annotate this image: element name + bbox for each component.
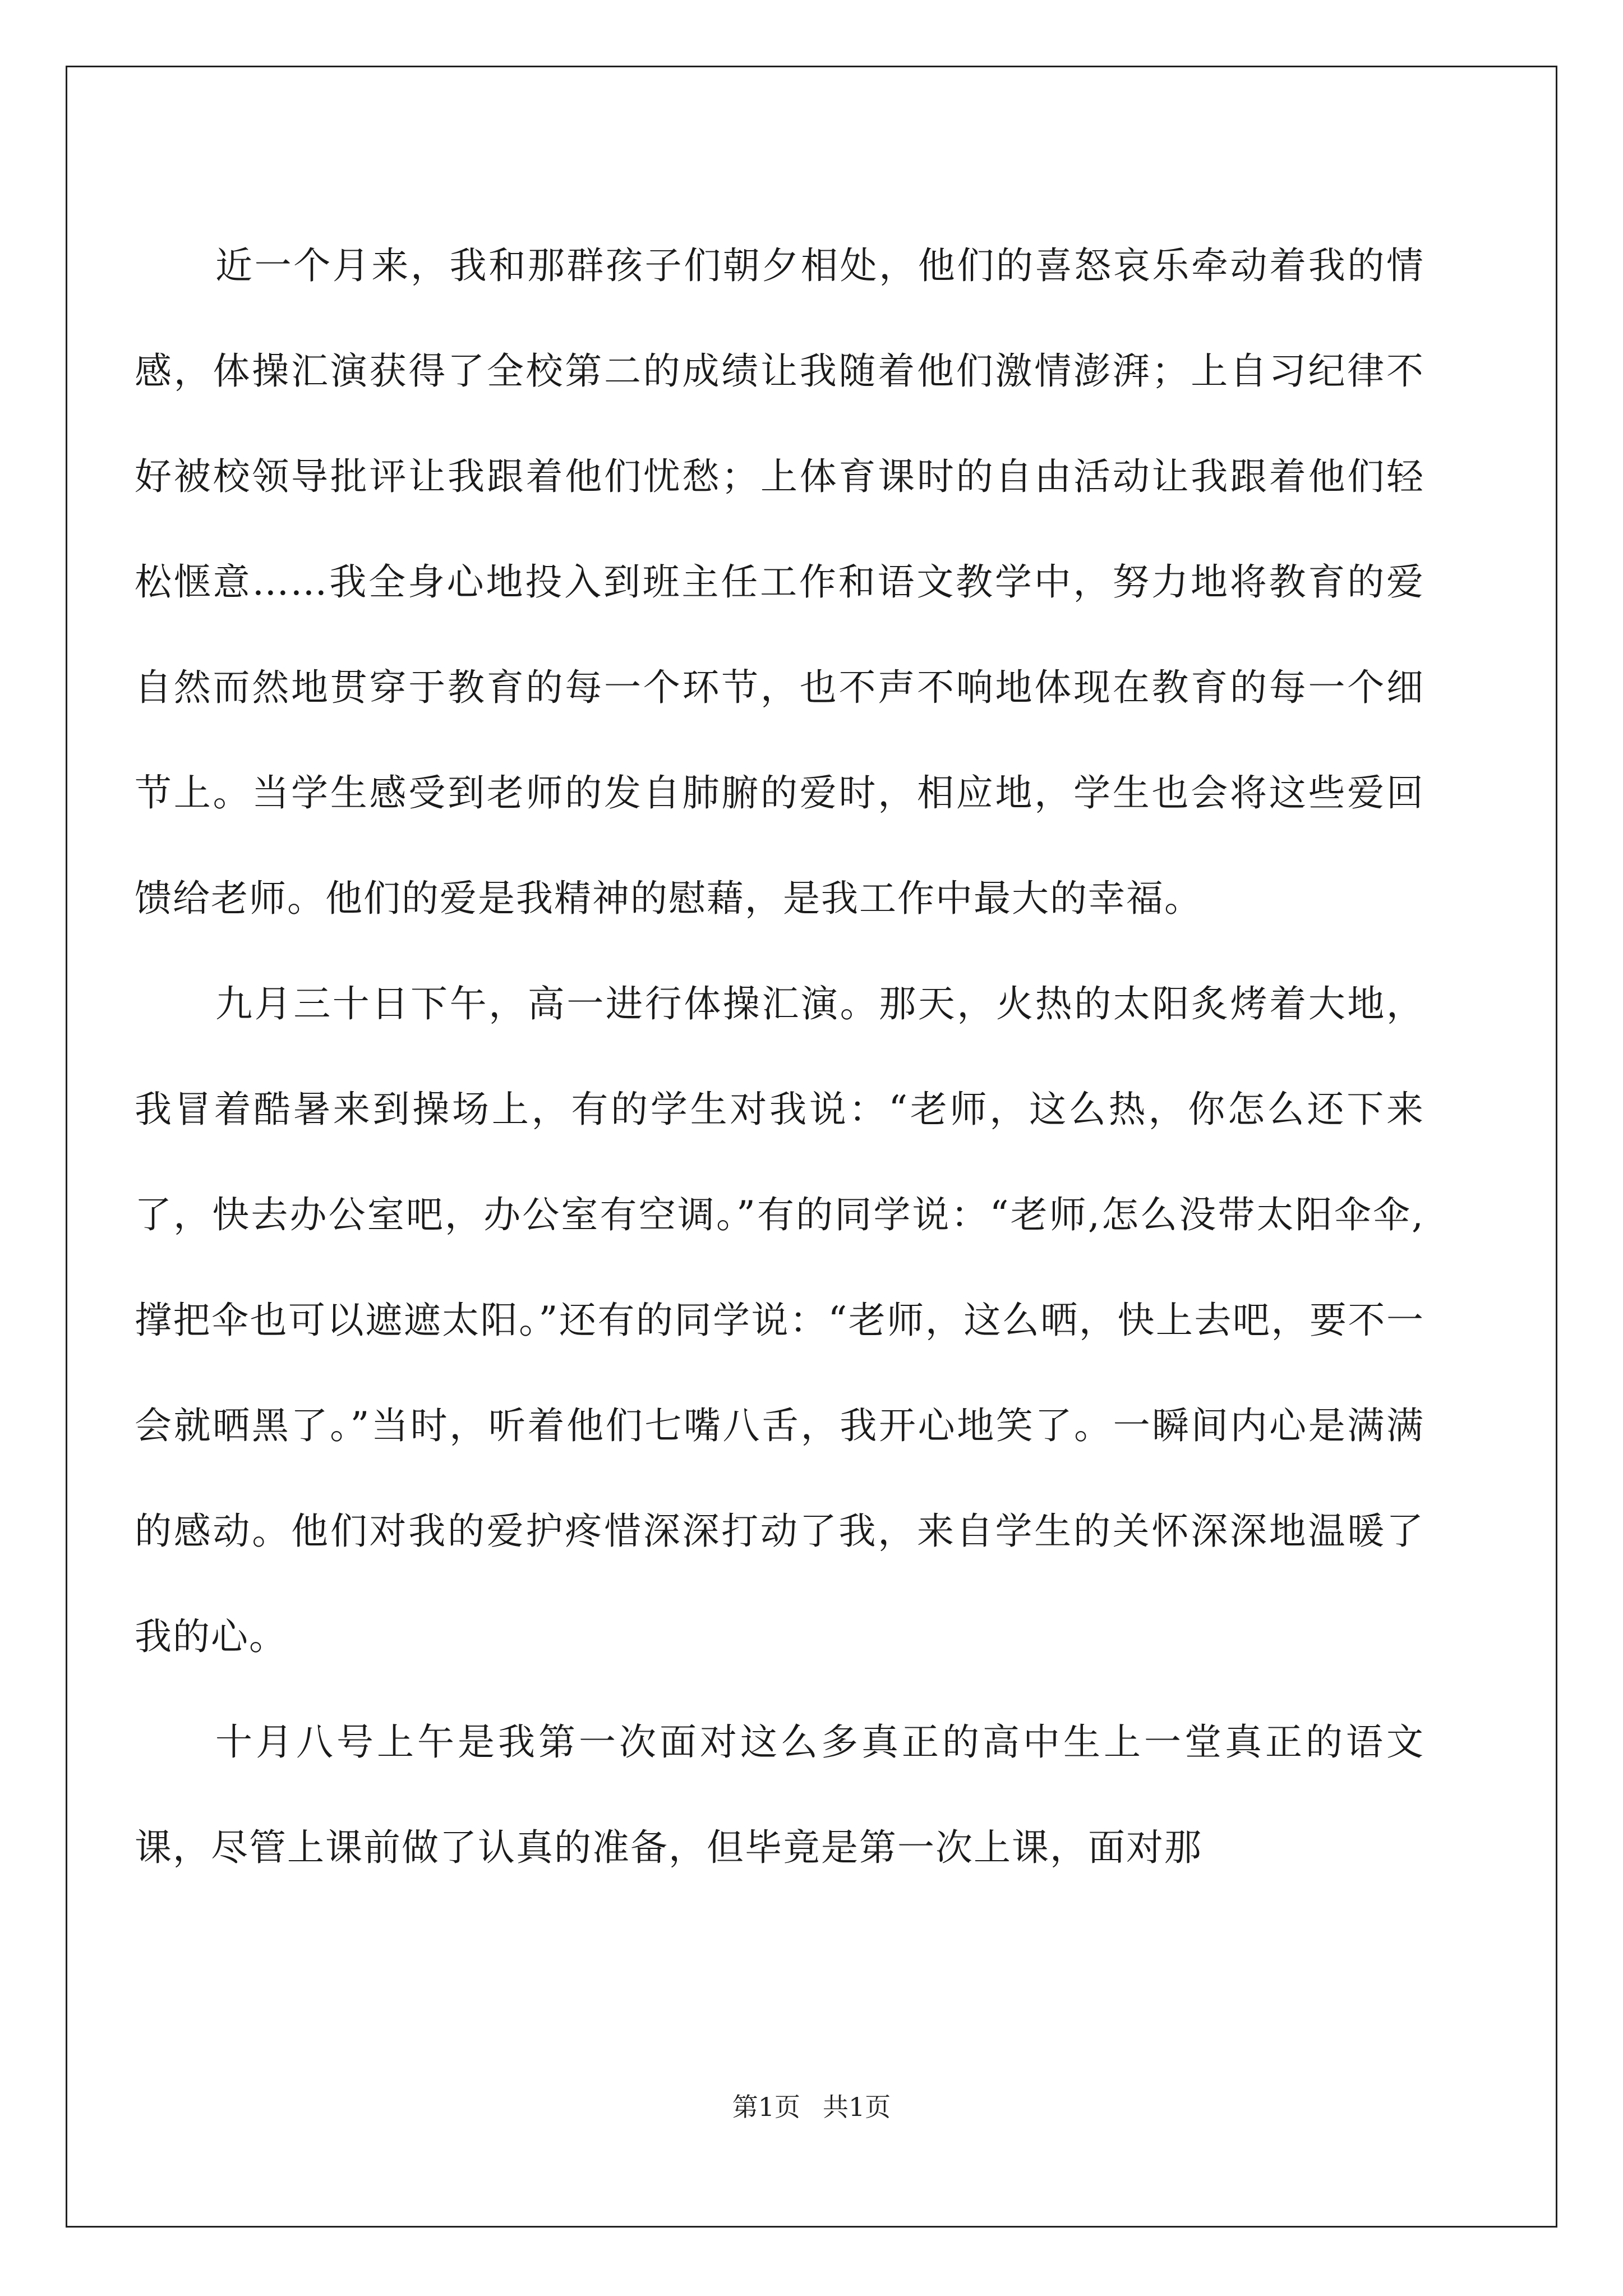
page-number-current: 第1页 <box>732 2092 800 2122</box>
page-number-total: 共1页 <box>823 2092 891 2122</box>
document-body <box>135 213 1424 1901</box>
paragraph-2: 九月三十日下午，高一进行体操汇演。那天，火热的太阳炙烤着大地，我冒着酷暑来到操场上，有的学生对我说：“老师，这么热，你怎么还下来了，快去办公室吧，办公室有空调。”有的同学说：“老师,怎么没带太阳伞伞,撑把伞也可以遮遮太阳。”还有的同学说：“老师，这么晒，快上去吧，要不一会就晒黑了。”当时，听着他们七嘴八舌，我开心地笑了。一瞬间内心是满满的感动。他们对我的爱护疼惜深深打动了我，来自学生的关怀深深地温暖了我的心。 <box>135 982 1424 1658</box>
page-footer <box>0 2087 1623 2124</box>
paragraph-3: 十月八号上午是我第一次面对这么多真正的高中生上一堂真正的语文课，尽管上课前做了认真的准备，但毕竟是第一次上课，面对那 <box>135 1720 1424 1869</box>
paragraph-1: 近一个月来，我和那群孩子们朝夕相处，他们的喜怒哀乐牵动着我的情感，体操汇演获得了全校第二的成绩让我随着他们激情澎湃；上自习纪律不好被校领导批评让我跟着他们忧愁；上体育课时的自由活动让我跟着他们轻松惬意……我全身心地投入到班主任工作和语文教学中，努力地将教育的爱自然而然地贯穿于教育的每一个环节，也不声不响地体现在教育的每一个细节上。当学生感受到老师的发自肺腑的爱时，相应地，学生也会将这些爱回馈给老师。他们的爱是我精神的慰藉，是我工作中最大的幸福。 <box>135 244 1424 920</box>
